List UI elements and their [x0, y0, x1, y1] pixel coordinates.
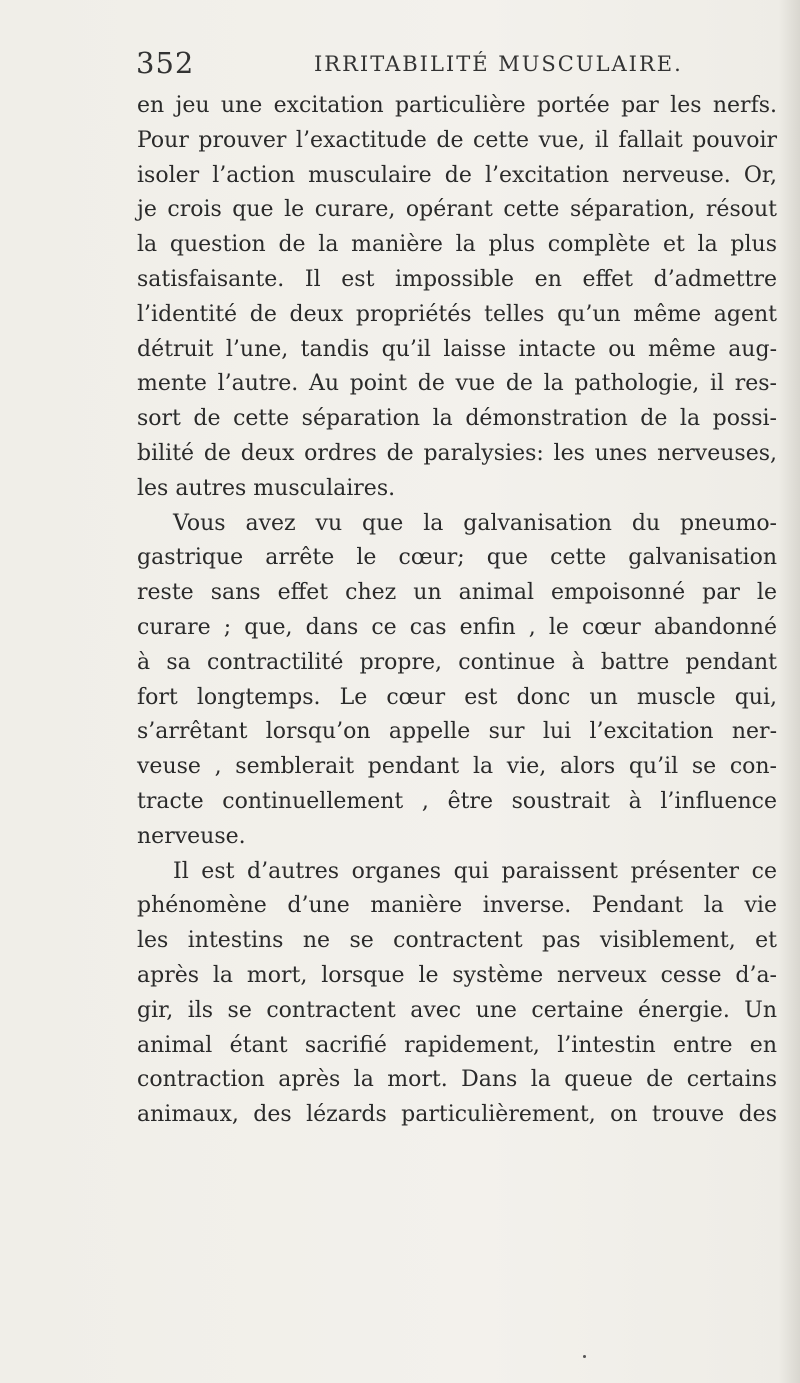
- ink-speck: [583, 1355, 586, 1358]
- text-line: les intestins ne se contractent pas visiblement, et: [137, 928, 777, 954]
- page-edge-shadow: [778, 0, 800, 1383]
- text-line: la question de la manière la plus complète et la plus: [137, 232, 777, 258]
- text-line: Vous avez vu que la galvanisation du pneumo-: [173, 510, 777, 536]
- text-line: à sa contractilité propre, continue à battre pendant: [137, 649, 777, 675]
- text-line: s’arrêtant lorsqu’on appelle sur lui l’excitation ner-: [137, 719, 777, 745]
- text-line: mente l’autre. Au point de vue de la pathologie, il res-: [137, 371, 777, 397]
- text-line: les autres musculaires.: [137, 475, 396, 501]
- text-line: phénomène d’une manière inverse. Pendant la vie: [137, 893, 777, 919]
- text-line: isoler l’action musculaire de l’excitation nerveuse. Or,: [137, 162, 777, 188]
- text-line: gastrique arrête le cœur; que cette galvanisation: [137, 545, 777, 571]
- text-line: je crois que le curare, opérant cette séparation, résout: [137, 197, 777, 223]
- text-line: animal étant sacrifié rapidement, l’intestin entre en: [137, 1032, 777, 1058]
- text-line: sort de cette séparation la démonstration de la possi-: [137, 406, 777, 432]
- text-line: en jeu une excitation particulière portée par les nerfs.: [137, 93, 777, 118]
- body-text: [137, 89, 777, 1133]
- text-line: nerveuse.: [137, 823, 246, 849]
- text-line: fort longtemps. Le cœur est donc un muscle qui,: [137, 684, 777, 710]
- text-line: animaux, des lézards particulièrement, on trouve des: [137, 1102, 777, 1128]
- page-header: [136, 46, 776, 80]
- text-line: Il est d’autres organes qui paraissent présenter ce: [173, 858, 777, 884]
- text-line: veuse , semblerait pendant la vie, alors qu’il se con-: [137, 754, 777, 780]
- text-line: après la mort, lorsque le système nerveux cesse d’a-: [137, 962, 777, 988]
- text-line: tracte continuellement , être soustrait à l’influence: [137, 788, 777, 814]
- text-line: l’identité de deux propriétés telles qu’un même agent: [137, 301, 777, 327]
- text-line: Pour prouver l’exactitude de cette vue, il fallait pouvoir: [137, 127, 777, 153]
- text-line: gir, ils se contractent avec une certaine énergie. Un: [137, 997, 777, 1023]
- text-line: contraction après la mort. Dans la queue de certains: [137, 1067, 777, 1093]
- text-line: détruit l’une, tandis qu’il laisse intacte ou même aug-: [137, 336, 777, 362]
- text-line: satisfaisante. Il est impossible en effet d’admettre: [137, 266, 777, 292]
- running-title: IRRITABILITÉ MUSCULAIRE.: [314, 52, 683, 76]
- page-number: 352: [136, 46, 195, 80]
- text-line: curare ; que, dans ce cas enfin , le cœur abandonné: [137, 614, 777, 640]
- text-line: bilité de deux ordres de paralysies: les unes nerveuses,: [137, 440, 777, 466]
- text-line: reste sans effet chez un animal empoisonné par le: [137, 580, 777, 606]
